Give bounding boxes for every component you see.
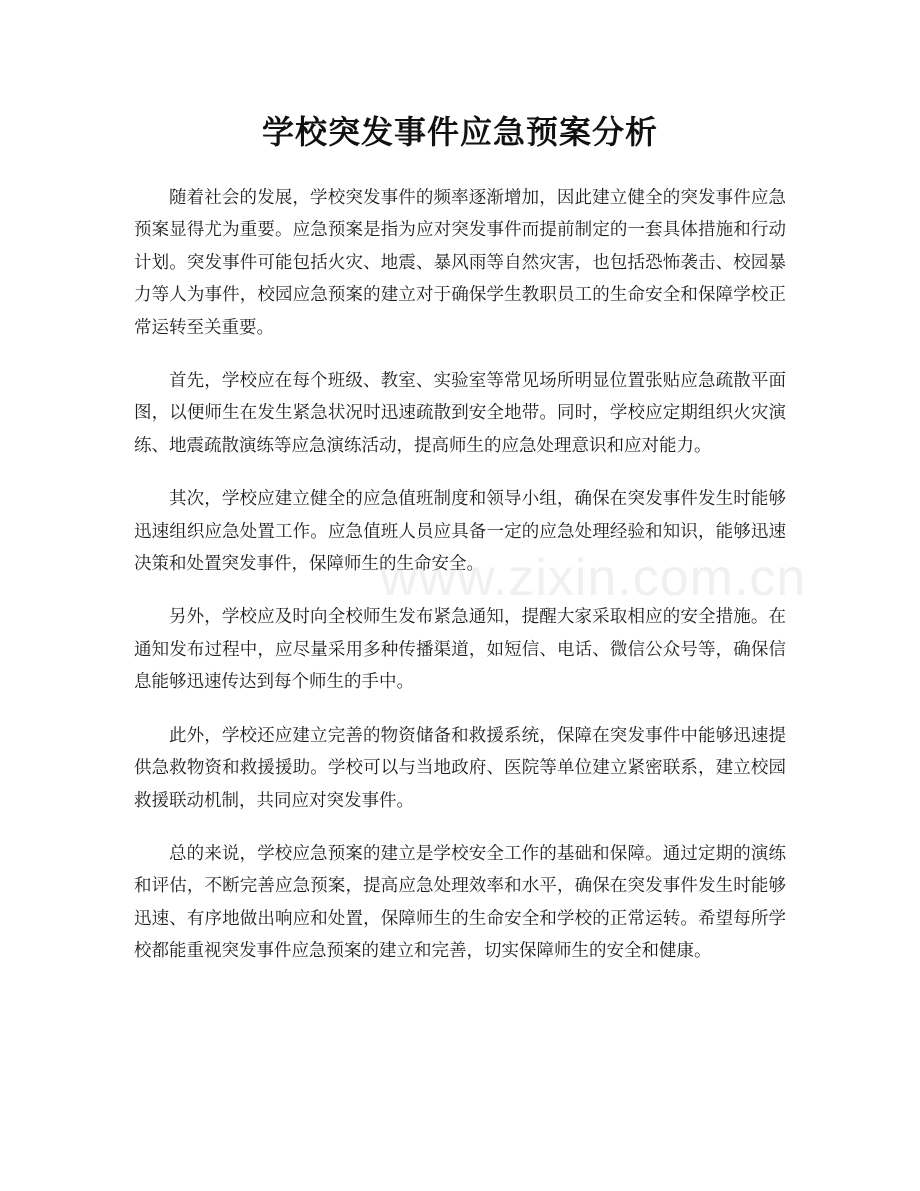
page-title: 学校突发事件应急预案分析 bbox=[261, 113, 658, 151]
paragraph-conclusion: 总的来说，学校应急预案的建立是学校安全工作的基础和保障。通过定期的演练和评估，不断完善应急预案，提高应急处理效率和水平，确保在突发事件发生时能够迅速、有序地做出响应和处置，保障师生的生命安全和学校的正常运转。希望每所学校都能重视突发事件应急预案的建立和完善，切实保障师生的安全和健康。 bbox=[134, 843, 786, 962]
paragraph-second: 其次，学校应建立健全的应急值班制度和领导小组，确保在突发事件发生时能够迅速组织应急处置工作。应急值班人员应具备一定的应急处理经验和知识，能够迅速决策和处置突发事件，保障师生的生命安全。 bbox=[134, 489, 786, 575]
watermark: www.zixin.com.cn bbox=[380, 549, 807, 607]
paragraph-intro: 随着社会的发展，学校突发事件的频率逐渐增加，因此建立健全的突发事件应急预案显得尤为重要。应急预案是指为应对突发事件而提前制定的一套具体措施和行动计划。突发事件可能包括火灾、地震、暴风雨等自然灾害，也包括恐怖袭击、校园暴力等人为事件，校园应急预案的建立对于确保学生教职员工的生命安全和保障学校正常运转至关重要。 bbox=[134, 188, 786, 338]
paragraph-moreover: 此外，学校还应建立完善的物资储备和救援系统，保障在突发事件中能够迅速提供急救物资和救援援助。学校可以与当地政府、医院等单位建立紧密联系，建立校园救援联动机制，共同应对突发事件。 bbox=[134, 725, 786, 811]
paragraph-additionally: 另外，学校应及时向全校师生发布紧急通知，提醒大家采取相应的安全措施。在通知发布过程中，应尽量采用多种传播渠道，如短信、电话、微信公众号等，确保信息能够迅速传达到每个师生的手中。 bbox=[134, 607, 786, 693]
paragraph-first: 首先，学校应在每个班级、教室、实验室等常见场所明显位置张贴应急疏散平面图，以便师生在发生紧急状况时迅速疏散到安全地带。同时，学校应定期组织火灾演练、地震疏散演练等应急演练活动，提高师生的应急处理意识和应对能力。 bbox=[134, 371, 786, 456]
document-body bbox=[134, 182, 786, 989]
